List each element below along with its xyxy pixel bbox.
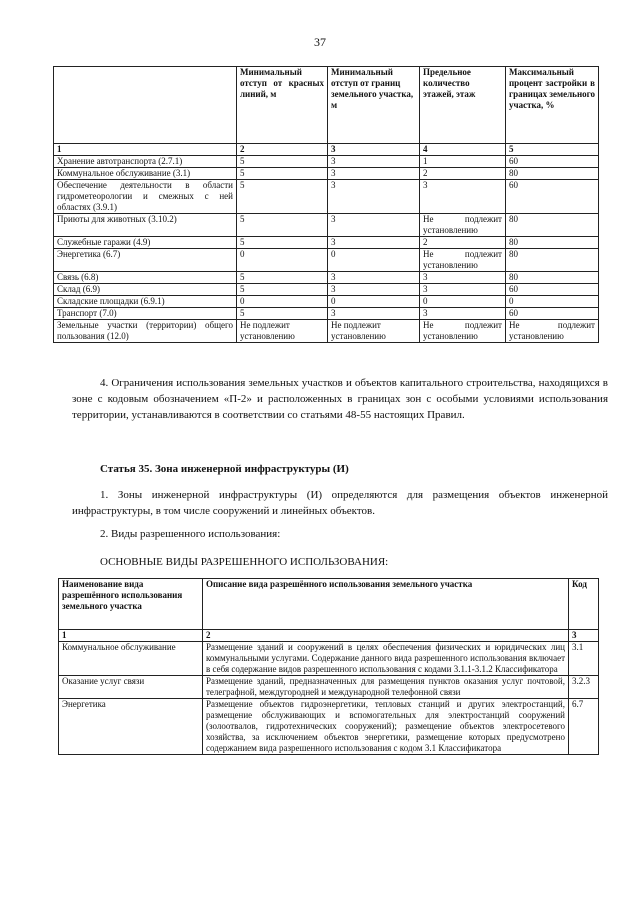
column-number-cell: 3 <box>569 630 599 642</box>
column-number-row <box>54 144 599 156</box>
table-cell: Не подлежит установлению <box>237 320 328 343</box>
permitted-use-table <box>58 578 599 755</box>
header-use-name: Наименование вида разрешённого использования земельного участка <box>59 579 203 630</box>
table-cell: Служебные гаражи (4.9) <box>54 237 237 249</box>
table-cell: Связь (6.8) <box>54 272 237 284</box>
table-cell: Энергетика (6.7) <box>54 249 237 272</box>
column-number-cell: 2 <box>203 630 569 642</box>
table-header-row <box>59 579 599 630</box>
table-row <box>59 676 599 699</box>
table-cell: 3 <box>420 180 506 214</box>
table-cell: 5 <box>237 168 328 180</box>
table-cell: 60 <box>506 308 599 320</box>
table-cell: Коммунальное обслуживание <box>59 642 203 676</box>
table-cell: Хранение автотранспорта (2.7.1) <box>54 156 237 168</box>
table-row <box>54 296 599 308</box>
table-cell: 5 <box>237 272 328 284</box>
table-cell: 3.2.3 <box>569 676 599 699</box>
table-cell: 60 <box>506 156 599 168</box>
table-cell: Не подлежит установлению <box>420 249 506 272</box>
table-cell: 3 <box>328 237 420 249</box>
table-cell: 3 <box>420 272 506 284</box>
zone-parameters-table <box>53 66 599 343</box>
table-cell: 5 <box>237 284 328 296</box>
table-cell: 80 <box>506 214 599 237</box>
header-cell <box>54 67 237 144</box>
table-cell: 0 <box>237 296 328 308</box>
column-number-row <box>59 630 599 642</box>
table-header-row <box>54 67 599 144</box>
column-number-cell: 4 <box>420 144 506 156</box>
table-row <box>54 214 599 237</box>
header-floors: Предельное количество этажей, этаж <box>420 67 506 144</box>
column-number-cell: 1 <box>59 630 203 642</box>
header-boundary-offset: Минимальный отступ от границ земельного участка, м <box>328 67 420 144</box>
table-cell: 3.1 <box>569 642 599 676</box>
article-title: Статья 35. Зона инженерной инфраструктуры (И) <box>100 463 349 475</box>
table-cell: 60 <box>506 284 599 296</box>
header-red-line-offset: Минимальный отступ от красных линий, м <box>237 67 328 144</box>
table-row <box>59 642 599 676</box>
column-number-cell: 3 <box>328 144 420 156</box>
table-row <box>54 180 599 214</box>
section-title: ОСНОВНЫЕ ВИДЫ РАЗРЕШЕННОГО ИСПОЛЬЗОВАНИЯ: <box>100 556 389 568</box>
table-cell: 0 <box>420 296 506 308</box>
column-number-cell: 2 <box>237 144 328 156</box>
table-cell: 6.7 <box>569 699 599 755</box>
table-cell: 3 <box>328 214 420 237</box>
table-row <box>54 237 599 249</box>
table-cell: 5 <box>237 180 328 214</box>
table-row <box>54 308 599 320</box>
table-cell: Энергетика <box>59 699 203 755</box>
table-cell: 80 <box>506 272 599 284</box>
table-row <box>54 168 599 180</box>
table-cell: 5 <box>237 156 328 168</box>
table-cell: Не подлежит установлению <box>328 320 420 343</box>
table-cell: Приюты для животных (3.10.2) <box>54 214 237 237</box>
header-use-description: Описание вида разрешённого использования земельного участка <box>203 579 569 630</box>
table-cell: Транспорт (7.0) <box>54 308 237 320</box>
table-cell: 3 <box>328 284 420 296</box>
table-row <box>54 284 599 296</box>
table-cell: 3 <box>328 168 420 180</box>
table-cell: 5 <box>237 214 328 237</box>
table-cell: 0 <box>237 249 328 272</box>
table-cell: 2 <box>420 168 506 180</box>
table-cell: 60 <box>506 180 599 214</box>
table-cell: Земельные участки (территории) общего пользования (12.0) <box>54 320 237 343</box>
table-cell: 3 <box>328 180 420 214</box>
table-cell: 3 <box>420 308 506 320</box>
table-row <box>54 320 599 343</box>
table-cell: 5 <box>237 237 328 249</box>
table-cell: 0 <box>506 296 599 308</box>
table-row <box>54 272 599 284</box>
column-number-cell: 1 <box>54 144 237 156</box>
table-cell: 3 <box>328 156 420 168</box>
table-row <box>54 156 599 168</box>
paragraph-4: 4. Ограничения использования земельных участков и объектов капитального строительства, находящихся в зоне с кодовым обозначением «П-2» и расположенных в границах зон с особыми условиями использования территории, устанавливаются в соответствии со статьями 48-55 настоящих Правил. <box>72 377 608 421</box>
table-row <box>59 699 599 755</box>
page-number: 37 <box>314 35 326 49</box>
table-cell: 0 <box>328 296 420 308</box>
table-cell: Размещение зданий, предназначенных для размещения пунктов оказания услуг почтовой, телеграфной, междугородней и международной телефонной связи <box>203 676 569 699</box>
column-number-cell: 5 <box>506 144 599 156</box>
table-cell: 80 <box>506 237 599 249</box>
table-row <box>54 249 599 272</box>
table-cell: 80 <box>506 168 599 180</box>
table-cell: 2 <box>420 237 506 249</box>
table-cell: 5 <box>237 308 328 320</box>
table-cell: 3 <box>328 308 420 320</box>
table-cell: 1 <box>420 156 506 168</box>
header-build-percent: Максимальный процент застройки в границах земельного участка, % <box>506 67 599 144</box>
paragraph-2: 2. Виды разрешенного использования: <box>100 528 281 540</box>
table-cell: Не подлежит установлению <box>506 320 599 343</box>
paragraph-1: 1. Зоны инженерной инфраструктуры (И) определяются для размещения объектов инженерной инфраструктуры, в том числе сооружений и линейных объектов. <box>72 489 608 517</box>
table-cell: Оказание услуг связи <box>59 676 203 699</box>
table-cell: Склад (6.9) <box>54 284 237 296</box>
table-cell: Размещение объектов гидроэнергетики, тепловых станций и других электростанций, размещение обслуживающих и вспомогательных для электростанций сооружений (золоотвалов, гидротехнических сооружений); размещение объектов электросетевого хозяйства, за исключением объектов энергетики, размещение которых предусмотрено содержанием вида разрешенного использования с кодом 3.1 Классификатора <box>203 699 569 755</box>
table-cell: 3 <box>328 272 420 284</box>
table-cell: 0 <box>328 249 420 272</box>
table-cell: Складские площадки (6.9.1) <box>54 296 237 308</box>
table-cell: Не подлежит установлению <box>420 320 506 343</box>
table-cell: 3 <box>420 284 506 296</box>
table-cell: Коммунальное обслуживание (3.1) <box>54 168 237 180</box>
header-code: Код <box>569 579 599 630</box>
table-cell: 80 <box>506 249 599 272</box>
table-cell: Обеспечение деятельности в области гидрометеорологии и смежных с ней областях (3.9.1) <box>54 180 237 214</box>
table-cell: Не подлежит установлению <box>420 214 506 237</box>
table-cell: Размещение зданий и сооружений в целях обеспечения физических и юридических лиц коммунальными услугами. Содержание данного вида разрешенного использования включает в себя содержание видов разрешенного использования с кодами 3.1.1-3.1.2 Классификатора <box>203 642 569 676</box>
